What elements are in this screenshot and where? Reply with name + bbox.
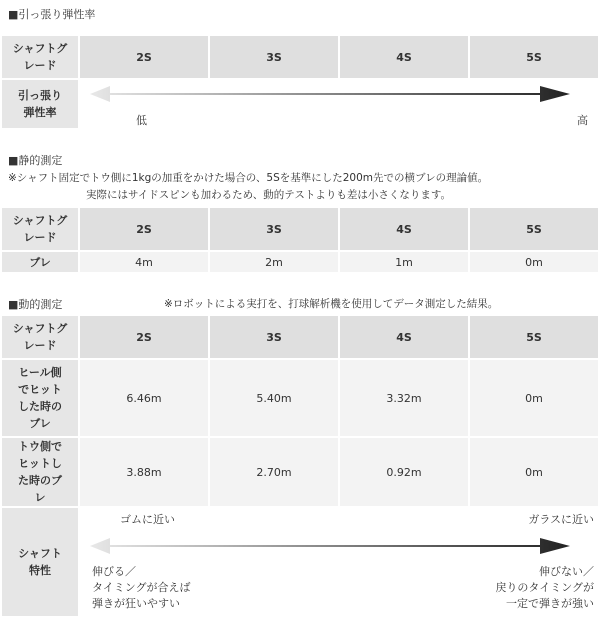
static-grade-4s: 4S (340, 208, 468, 250)
static-value-5s: 0m (470, 252, 598, 272)
dynamic-grade-2s: 2S (80, 316, 208, 358)
tensile-table (0, 34, 600, 130)
grade-2s: 2S (80, 36, 208, 78)
static-grade-5s: 5S (470, 208, 598, 250)
toe-value-3s: 2.70m (210, 438, 338, 506)
rubber-char-line-1: 伸びる／ (92, 565, 136, 578)
static-shaft-grade-header-label: シャフトグレード (12, 214, 68, 244)
static-grade-3s: 3S (210, 208, 338, 250)
heel-value-5s: 0m (470, 360, 598, 436)
heel-row-label (2, 360, 78, 436)
char-row-label (2, 508, 78, 616)
tensile-row-label-text: 引っ張り弾性率 (18, 89, 62, 119)
toe-value-4s: 0.92m (340, 438, 468, 506)
tensile-gradient-arrow (80, 80, 600, 128)
static-grade-2s: 2S (80, 208, 208, 250)
toe-row-label (2, 438, 78, 506)
heel-value-4s: 3.32m (340, 360, 468, 436)
glass-char-line-2: 戻りのタイミングが (495, 581, 594, 594)
heel-value-2s: 6.46m (80, 360, 208, 436)
rubber-characteristics (92, 564, 191, 612)
tensile-arrow-cell (80, 80, 598, 128)
toe-value-5s: 0m (470, 438, 598, 506)
rubber-char-line-3: 弾きが狂いやすい (92, 597, 180, 610)
char-gradient-arrow (80, 534, 600, 558)
shaft-grade-header (2, 36, 78, 78)
static-value-2s: 4m (80, 252, 208, 272)
heel-row-label-text: ヒール側でヒットした時のブレ (18, 366, 62, 430)
grade-4s: 4S (340, 36, 468, 78)
char-content-cell (80, 508, 598, 616)
dynamic-shaft-grade-header (2, 316, 78, 358)
heel-value-3s: 5.40m (210, 360, 338, 436)
static-table (0, 206, 600, 274)
tensile-row-label (2, 80, 78, 128)
toe-row-label-text: トウ側でヒットした時のブレ (18, 440, 62, 504)
section-title-dynamic: ■動的測定 (8, 298, 63, 311)
glass-char-line-3: 一定で弾きが強い (506, 597, 594, 610)
char-row-label-text: シャフト特性 (18, 547, 62, 577)
dynamic-grade-5s: 5S (470, 316, 598, 358)
high-label: 高 (577, 114, 588, 127)
toe-value-2s: 3.88m (80, 438, 208, 506)
rubber-char-line-2: タイミングが合えば (92, 581, 191, 594)
glass-characteristics (495, 564, 594, 612)
grade-3s: 3S (210, 36, 338, 78)
static-shaft-grade-header (2, 208, 78, 250)
low-label: 低 (136, 114, 147, 127)
static-note-2: 実際にはサイドスピンも加わるため、動的テストよりも差は小さくなります。 (86, 189, 451, 201)
section-title-static: ■静的測定 (8, 154, 63, 167)
shaft-grade-header-label: シャフトグレード (12, 42, 68, 72)
dynamic-grade-4s: 4S (340, 316, 468, 358)
rubber-label: ゴムに近い (120, 513, 175, 526)
grade-5s: 5S (470, 36, 598, 78)
dynamic-grade-3s: 3S (210, 316, 338, 358)
dynamic-shaft-grade-header-label: シャフトグレード (12, 322, 68, 352)
static-value-3s: 2m (210, 252, 338, 272)
dynamic-table (0, 314, 600, 618)
section-title-tensile: ■引っ張り弾性率 (8, 8, 96, 21)
glass-label: ガラスに近い (528, 513, 594, 526)
static-value-4s: 1m (340, 252, 468, 272)
glass-char-line-1: 伸びない／ (539, 565, 594, 578)
static-row-label: ブレ (2, 252, 78, 272)
dynamic-note: ※ロボットによる実打を、打球解析機を使用してデータ測定した結果。 (164, 298, 499, 310)
static-note-1: ※シャフト固定でトウ側に1kgの加重をかけた場合の、5Sを基準にした200m先での横ブレの理論値。 (8, 172, 489, 184)
